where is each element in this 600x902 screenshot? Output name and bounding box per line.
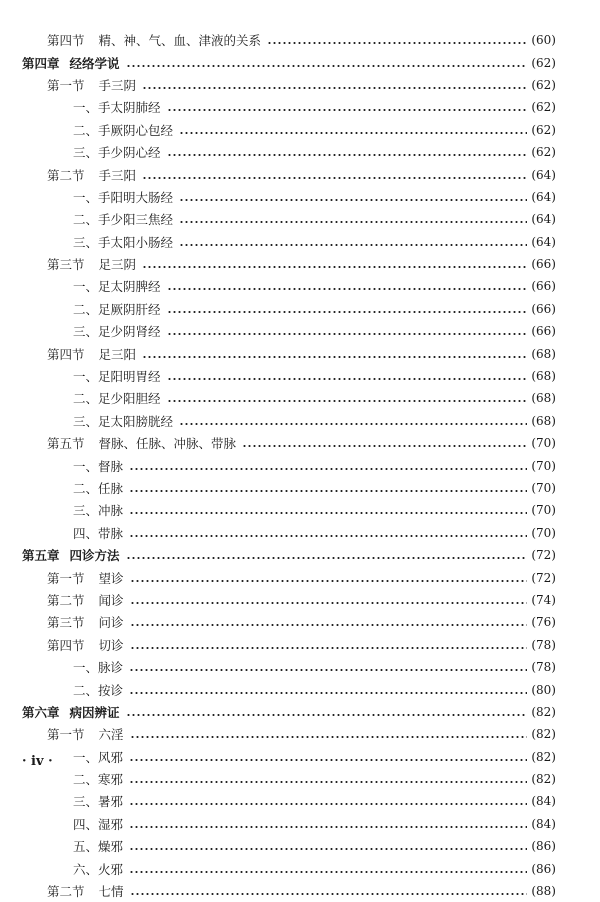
toc-entry-number: 第三节 bbox=[47, 615, 85, 631]
toc-section-row bbox=[0, 589, 600, 611]
toc-entry-title: 足三阳 bbox=[98, 346, 137, 362]
toc-entry-label bbox=[73, 770, 123, 788]
toc-entry-number: 第一节 bbox=[47, 727, 85, 743]
toc-entry-page: (62) bbox=[531, 77, 556, 92]
toc-entry-page: (74) bbox=[531, 592, 556, 607]
toc-entry-page: (64) bbox=[531, 212, 556, 227]
toc-entry-number: 二、 bbox=[73, 212, 99, 228]
toc-entry-label bbox=[73, 322, 161, 340]
dot-leader bbox=[142, 79, 527, 91]
dot-leader bbox=[167, 325, 528, 337]
toc-entry-label bbox=[73, 300, 161, 318]
toc-entry-label bbox=[73, 479, 123, 497]
toc-entry-page: (62) bbox=[531, 55, 556, 70]
toc-entry-number: 三、 bbox=[73, 234, 99, 250]
toc-entry-page: (64) bbox=[531, 167, 556, 182]
toc-section-row bbox=[0, 611, 600, 633]
toc-entry-page: (66) bbox=[531, 324, 556, 339]
toc-entry-title: 湿邪 bbox=[98, 816, 124, 832]
dot-leader bbox=[129, 795, 527, 807]
toc-entry-label bbox=[73, 98, 161, 116]
toc-entry-page: (68) bbox=[531, 413, 556, 428]
toc-section-row bbox=[0, 74, 600, 96]
toc-entry-number: 第六章 bbox=[22, 704, 60, 720]
dot-leader bbox=[129, 818, 527, 830]
dot-leader bbox=[130, 885, 528, 897]
toc-entry-number: 第五章 bbox=[22, 548, 60, 564]
toc-entry-number: 一、 bbox=[73, 100, 99, 116]
toc-entry-title: 风邪 bbox=[98, 749, 124, 765]
toc-entry-page: (84) bbox=[531, 816, 556, 831]
toc-entry-number: 三、 bbox=[73, 145, 99, 161]
toc-entry-label bbox=[47, 345, 136, 363]
toc-entry-page: (82) bbox=[531, 772, 556, 787]
toc-entry-title: 七情 bbox=[98, 884, 124, 900]
dot-leader bbox=[167, 370, 528, 382]
dot-leader bbox=[167, 303, 528, 315]
toc-entry-title: 燥邪 bbox=[98, 839, 124, 855]
toc-entry-title: 足阳明胃经 bbox=[98, 369, 161, 385]
toc-entry-label bbox=[22, 546, 120, 564]
toc-entry-label bbox=[73, 143, 161, 161]
toc-entry-title: 手少阳三焦经 bbox=[98, 212, 174, 228]
toc-entry-label bbox=[73, 860, 123, 878]
toc-entry-label bbox=[73, 412, 173, 430]
toc-entry-title: 经络学说 bbox=[69, 55, 120, 71]
toc-entry-number: 第四节 bbox=[47, 33, 85, 49]
toc-entry-label bbox=[47, 613, 124, 631]
toc-entry-page: (62) bbox=[531, 122, 556, 137]
toc-entry-number: 三、 bbox=[73, 413, 99, 429]
toc-item-row bbox=[0, 477, 600, 499]
toc-entry-number: 三、 bbox=[73, 324, 99, 340]
toc-entry-title: 手厥阴心包经 bbox=[98, 122, 174, 138]
toc-entry-label bbox=[73, 815, 123, 833]
toc-section-row bbox=[0, 253, 600, 275]
dot-leader bbox=[129, 684, 527, 696]
dot-leader bbox=[267, 34, 527, 46]
toc-entry-title: 切诊 bbox=[98, 637, 124, 653]
toc-entry-page: (88) bbox=[531, 884, 556, 899]
toc-item-row bbox=[0, 275, 600, 297]
toc-entry-title: 问诊 bbox=[98, 615, 124, 631]
toc-entry-title: 督脉、任脉、冲脉、带脉 bbox=[98, 436, 237, 452]
toc-item-row bbox=[0, 320, 600, 342]
toc-section-row bbox=[0, 723, 600, 745]
toc-entry-label bbox=[73, 233, 173, 251]
toc-entry-page: (82) bbox=[531, 727, 556, 742]
toc-item-row bbox=[0, 410, 600, 432]
toc-entry-label bbox=[73, 389, 161, 407]
toc-entry-number: 第二节 bbox=[47, 167, 85, 183]
dot-leader bbox=[142, 258, 527, 270]
toc-entry-page: (72) bbox=[531, 570, 556, 585]
toc-entry-label bbox=[73, 658, 123, 676]
toc-entry-label bbox=[47, 76, 136, 94]
dot-leader bbox=[179, 124, 527, 136]
toc-item-row bbox=[0, 678, 600, 700]
dot-leader bbox=[129, 460, 527, 472]
toc-entry-label bbox=[47, 725, 124, 743]
toc-entry-number: 第二节 bbox=[47, 884, 85, 900]
dot-leader bbox=[167, 146, 528, 158]
dot-leader bbox=[129, 840, 527, 852]
dot-leader bbox=[126, 57, 528, 69]
toc-entry-number: 第五节 bbox=[47, 436, 85, 452]
toc-entry-number: 一、 bbox=[73, 189, 99, 205]
toc-entry-title: 闻诊 bbox=[98, 592, 124, 608]
toc-entry-title: 足三阴 bbox=[98, 257, 137, 273]
toc-item-row bbox=[0, 768, 600, 790]
toc-item-row bbox=[0, 499, 600, 521]
toc-item-row bbox=[0, 790, 600, 812]
toc-item-row bbox=[0, 231, 600, 253]
dot-leader bbox=[126, 549, 528, 561]
toc-chapter-row bbox=[0, 701, 600, 723]
toc-entry-title: 督脉 bbox=[98, 458, 124, 474]
dot-leader bbox=[179, 236, 527, 248]
toc-entry-number: 二、 bbox=[73, 682, 99, 698]
toc-entry-label bbox=[73, 837, 123, 855]
toc-entry-page: (68) bbox=[531, 391, 556, 406]
toc-chapter-row bbox=[0, 51, 600, 73]
toc-entry-label bbox=[73, 277, 161, 295]
toc-entry-number: 第一节 bbox=[47, 570, 85, 586]
toc-entry-label bbox=[73, 501, 123, 519]
toc-entry-title: 火邪 bbox=[98, 861, 124, 877]
dot-leader bbox=[129, 661, 527, 673]
toc-entry-number: 四、 bbox=[73, 816, 99, 832]
toc-entry-title: 冲脉 bbox=[98, 503, 124, 519]
toc-entry-title: 暑邪 bbox=[98, 794, 124, 810]
toc-item-row bbox=[0, 857, 600, 879]
toc-entry-page: (82) bbox=[531, 749, 556, 764]
toc-section-row bbox=[0, 566, 600, 588]
toc-entry-title: 按诊 bbox=[98, 682, 124, 698]
page-number: · iv · bbox=[22, 754, 53, 769]
dot-leader bbox=[129, 863, 527, 875]
dot-leader bbox=[242, 437, 527, 449]
toc-entry-number: 第四节 bbox=[47, 346, 85, 362]
dot-leader bbox=[130, 639, 528, 651]
toc-entry-title: 足厥阴肝经 bbox=[98, 301, 161, 317]
toc-entry-title: 四诊方法 bbox=[69, 548, 120, 564]
toc-entry-page: (82) bbox=[531, 704, 556, 719]
toc-entry-number: 一、 bbox=[73, 458, 99, 474]
toc-entry-number: 二、 bbox=[73, 391, 99, 407]
dot-leader bbox=[179, 191, 527, 203]
dot-leader bbox=[130, 572, 528, 584]
toc-entry-number: 第一节 bbox=[47, 77, 85, 93]
dot-leader bbox=[129, 527, 527, 539]
toc-entry-title: 手少阴心经 bbox=[98, 145, 161, 161]
toc-entry-page: (64) bbox=[531, 189, 556, 204]
toc-entry-page: (78) bbox=[531, 637, 556, 652]
toc-entry-page: (68) bbox=[531, 369, 556, 384]
toc-entry-number: 一、 bbox=[73, 660, 99, 676]
toc-item-row bbox=[0, 186, 600, 208]
toc-entry-number: 一、 bbox=[73, 369, 99, 385]
toc-entry-title: 手三阳 bbox=[98, 167, 137, 183]
toc-item-row bbox=[0, 298, 600, 320]
toc-entry-page: (86) bbox=[531, 861, 556, 876]
toc-entry-label bbox=[47, 166, 136, 184]
toc-entry-title: 足少阴肾经 bbox=[98, 324, 161, 340]
toc-entry-page: (66) bbox=[531, 301, 556, 316]
toc-item-row bbox=[0, 96, 600, 118]
toc-entry-title: 脉诊 bbox=[98, 660, 124, 676]
toc-entry-title: 手三阴 bbox=[98, 77, 137, 93]
dot-leader bbox=[129, 751, 527, 763]
toc-entry-page: (78) bbox=[531, 660, 556, 675]
toc-entry-number: 二、 bbox=[73, 122, 99, 138]
dot-leader bbox=[130, 616, 528, 628]
toc-entry-number: 第四章 bbox=[22, 55, 60, 71]
toc-entry-number: 四、 bbox=[73, 525, 99, 541]
toc-item-row bbox=[0, 141, 600, 163]
toc-section-row bbox=[0, 880, 600, 902]
toc-entry-page: (70) bbox=[531, 436, 556, 451]
toc-item-row bbox=[0, 454, 600, 476]
toc-entry-title: 望诊 bbox=[98, 570, 124, 586]
toc-entry-page: (70) bbox=[531, 481, 556, 495]
toc-item-row bbox=[0, 387, 600, 409]
toc-entry-title: 寒邪 bbox=[98, 772, 124, 788]
toc-entry-label bbox=[73, 121, 173, 139]
dot-leader bbox=[167, 280, 528, 292]
toc-entry-label bbox=[73, 681, 123, 699]
toc-item-row bbox=[0, 365, 600, 387]
toc-entry-label bbox=[47, 636, 124, 654]
toc-entry-label bbox=[73, 188, 173, 206]
toc-entry-page: (70) bbox=[531, 525, 556, 540]
toc-entry-label bbox=[73, 210, 173, 228]
toc-entry-page: (66) bbox=[531, 279, 556, 294]
toc-item-row bbox=[0, 835, 600, 857]
toc-entry-title: 手阳明大肠经 bbox=[98, 189, 174, 205]
dot-leader bbox=[130, 728, 528, 740]
toc-section-row bbox=[0, 29, 600, 51]
toc-entry-title: 足太阳膀胱经 bbox=[98, 413, 174, 429]
toc-item-row bbox=[0, 208, 600, 230]
toc-entry-page: (70) bbox=[531, 458, 556, 473]
toc-entry-number: 一、 bbox=[73, 279, 99, 295]
toc-entry-number: 第三节 bbox=[47, 257, 85, 273]
toc-entry-title: 手太阴肺经 bbox=[98, 100, 161, 116]
toc-entry-number: 二、 bbox=[73, 772, 99, 788]
toc-entry-title: 手太阳小肠经 bbox=[98, 234, 174, 250]
toc-entry-page: (68) bbox=[531, 346, 556, 361]
toc-entry-page: (62) bbox=[531, 145, 556, 160]
table-of-contents bbox=[0, 29, 600, 902]
toc-item-row bbox=[0, 656, 600, 678]
toc-entry-label bbox=[22, 54, 120, 72]
dot-leader bbox=[129, 504, 527, 516]
toc-entry-title: 任脉 bbox=[98, 481, 124, 496]
toc-entry-page: (76) bbox=[531, 615, 556, 630]
toc-entry-label bbox=[47, 882, 124, 900]
toc-entry-title: 病因辨证 bbox=[69, 704, 120, 720]
toc-section-row bbox=[0, 163, 600, 185]
toc-entry-title: 带脉 bbox=[98, 525, 124, 541]
dot-leader bbox=[130, 594, 528, 606]
dot-leader bbox=[142, 169, 527, 181]
toc-entry-page: (72) bbox=[531, 548, 556, 563]
toc-entry-label bbox=[22, 703, 120, 721]
toc-entry-title: 精、神、气、血、津液的关系 bbox=[98, 33, 262, 49]
toc-section-row bbox=[0, 342, 600, 364]
toc-entry-page: (62) bbox=[531, 100, 556, 115]
toc-entry-label bbox=[73, 367, 161, 385]
dot-leader bbox=[179, 415, 527, 427]
toc-item-row bbox=[0, 746, 600, 768]
toc-entry-label bbox=[47, 255, 136, 273]
toc-entry-title: 足太阴脾经 bbox=[98, 279, 161, 295]
toc-entry-label bbox=[73, 792, 123, 810]
dot-leader bbox=[129, 773, 527, 785]
toc-entry-number: 第四节 bbox=[47, 637, 85, 653]
toc-entry-number: 第二节 bbox=[47, 592, 85, 608]
toc-chapter-row bbox=[0, 544, 600, 566]
dot-leader bbox=[167, 392, 528, 404]
dot-leader bbox=[167, 101, 528, 113]
dot-leader bbox=[142, 348, 527, 360]
toc-section-row bbox=[0, 634, 600, 656]
toc-entry-label bbox=[73, 457, 123, 475]
toc-entry-number: 三、 bbox=[73, 794, 99, 810]
toc-entry-label bbox=[47, 591, 124, 609]
toc-entry-page: (66) bbox=[531, 257, 556, 272]
toc-entry-page: (80) bbox=[531, 682, 556, 697]
toc-section-row bbox=[0, 432, 600, 454]
toc-item-row bbox=[0, 522, 600, 544]
toc-entry-page: (64) bbox=[531, 234, 556, 249]
toc-entry-page: (70) bbox=[531, 503, 556, 518]
toc-entry-number: 二、 bbox=[73, 301, 99, 317]
dot-leader bbox=[129, 482, 527, 494]
toc-entry-number: 六、 bbox=[73, 861, 99, 877]
toc-entry-number: 三、 bbox=[73, 503, 99, 519]
toc-entry-label bbox=[47, 31, 261, 49]
dot-leader bbox=[179, 213, 527, 225]
toc-entry-number: 一、 bbox=[73, 749, 99, 765]
toc-entry-title: 足少阳胆经 bbox=[98, 391, 161, 407]
toc-entry-label bbox=[47, 569, 124, 587]
toc-entry-number: 二、 bbox=[73, 481, 99, 496]
dot-leader bbox=[126, 706, 528, 718]
toc-entry-label bbox=[73, 524, 123, 542]
toc-entry-title: 六淫 bbox=[98, 727, 124, 743]
toc-entry-page: (84) bbox=[531, 794, 556, 809]
toc-entry-page: (60) bbox=[531, 33, 556, 48]
toc-entry-label bbox=[47, 434, 236, 452]
toc-item-row bbox=[0, 813, 600, 835]
toc-entry-page: (86) bbox=[531, 839, 556, 854]
toc-item-row bbox=[0, 119, 600, 141]
toc-entry-number: 五、 bbox=[73, 839, 99, 855]
toc-entry-label bbox=[73, 748, 123, 766]
